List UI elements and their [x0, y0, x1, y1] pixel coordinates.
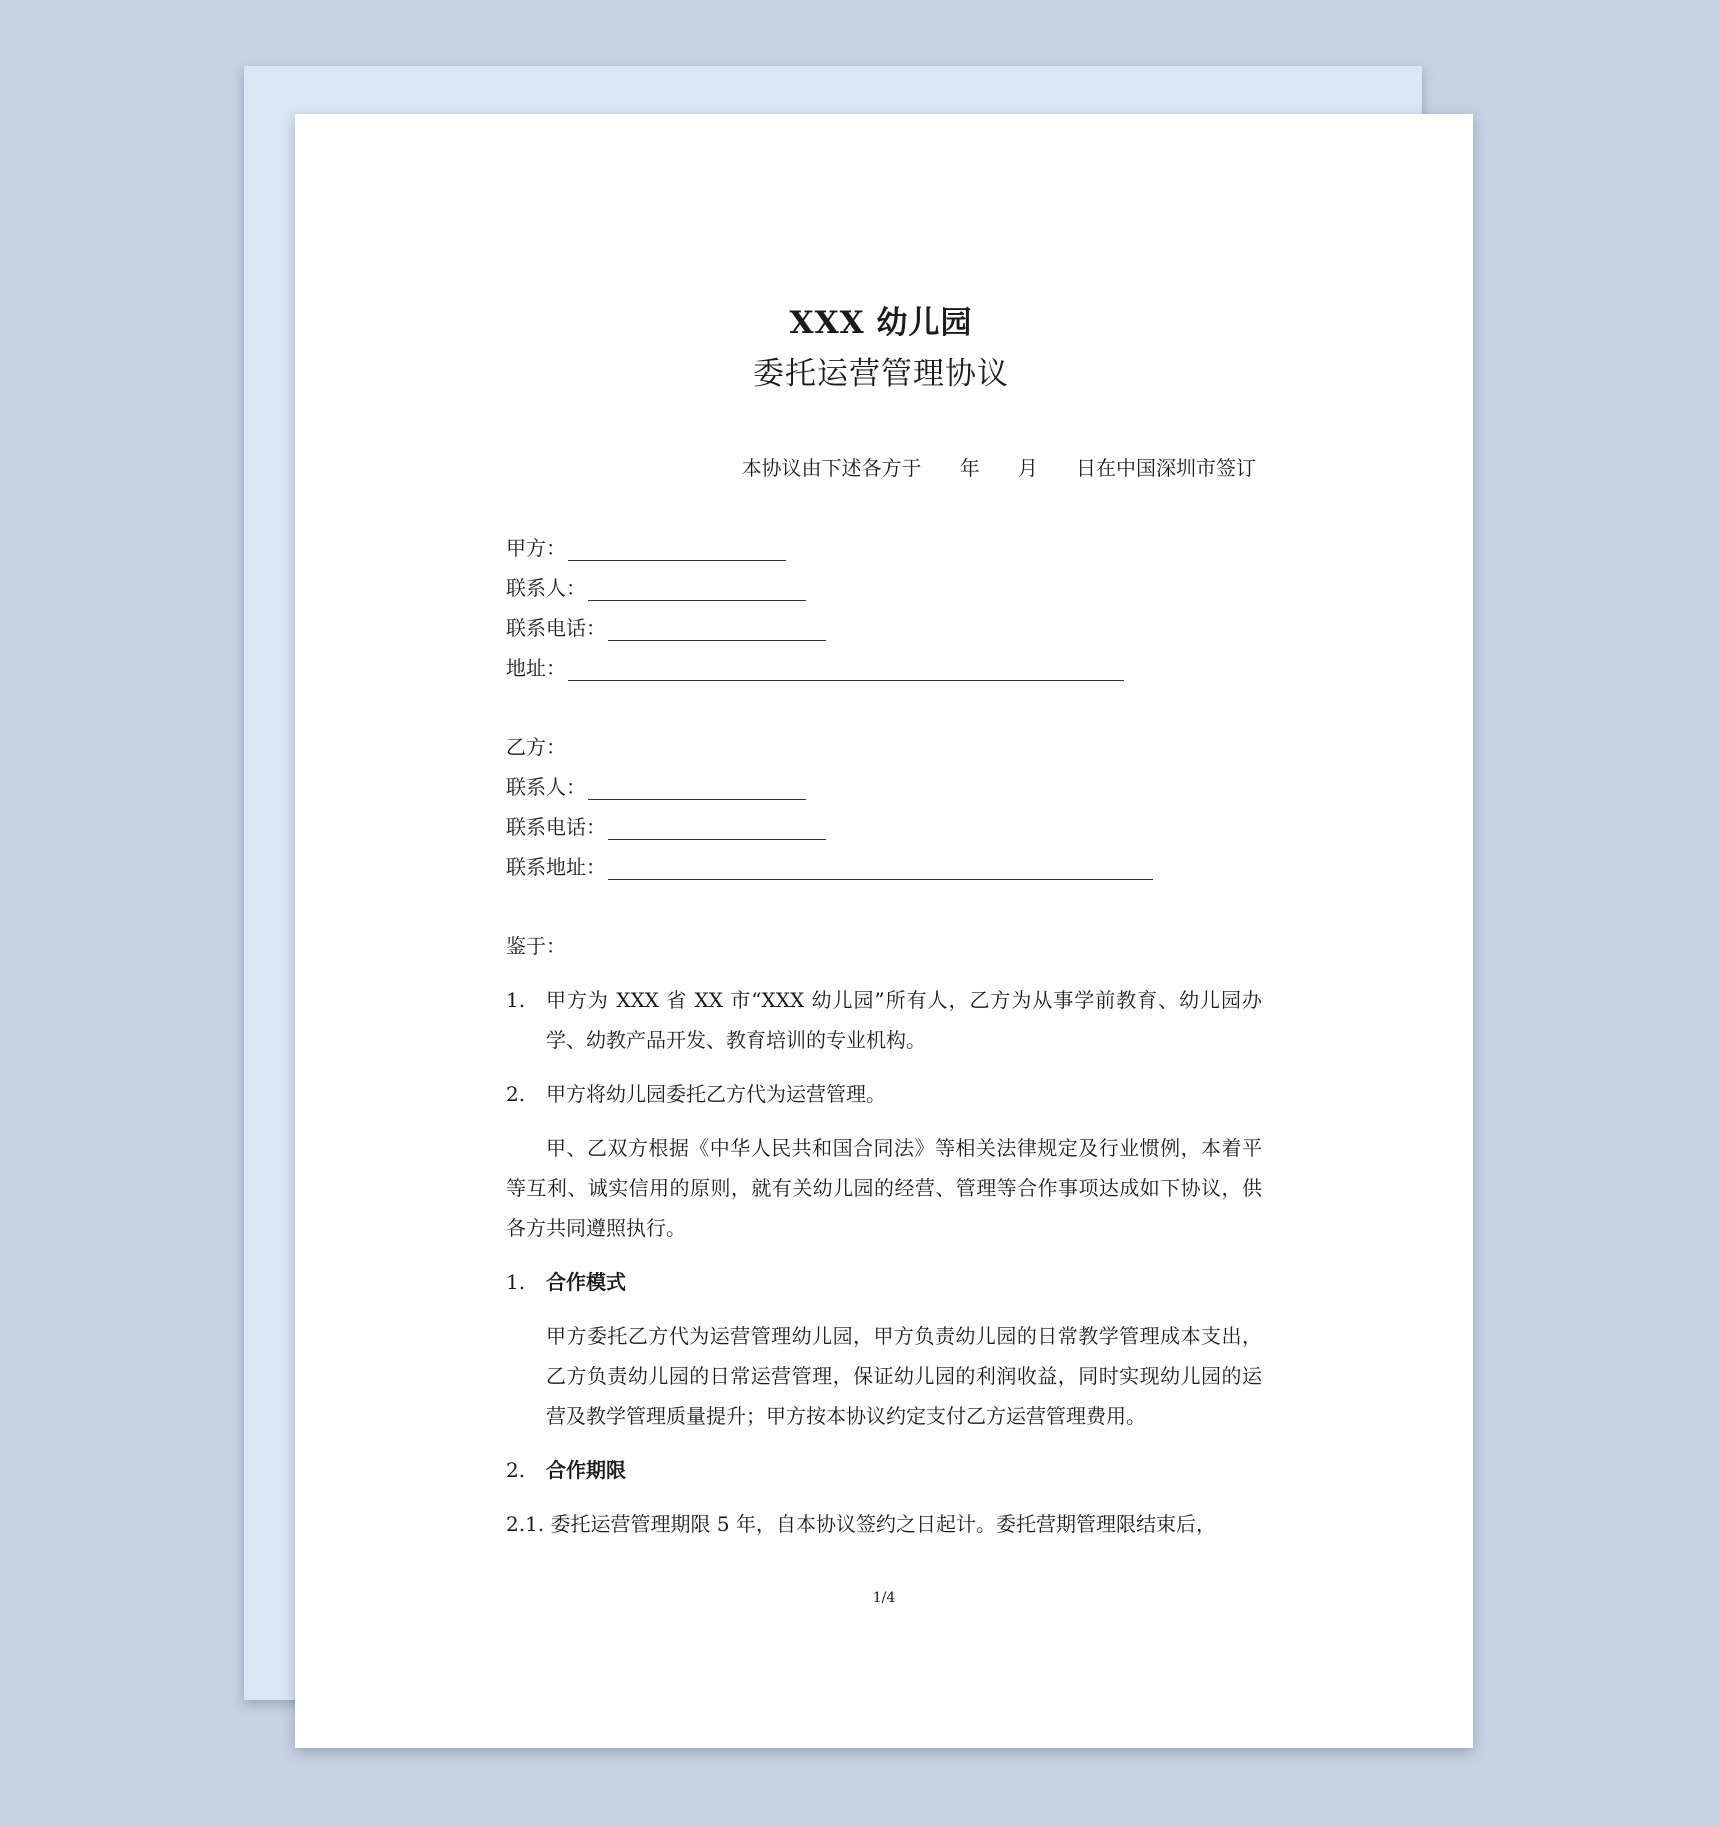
party-a-field — [506, 532, 786, 561]
party-a-address-field — [506, 652, 1124, 681]
section-number: 1. — [506, 1270, 526, 1294]
party-a-blank — [568, 542, 786, 561]
party-a-address-blank — [568, 662, 1124, 681]
party-b-phone-blank — [608, 821, 826, 840]
party-b-contact-label: 联系人： — [506, 775, 586, 799]
document-title-line2: 委托运营管理协议 — [753, 356, 1009, 392]
party-a-contact-label: 联系人： — [506, 576, 586, 600]
party-b-field — [506, 731, 566, 760]
section-heading: 合作模式 — [546, 1270, 626, 1294]
document-page — [295, 114, 1473, 1748]
party-b-phone-label: 联系电话： — [506, 815, 606, 839]
whereas-label: 鉴于： — [506, 934, 566, 958]
preamble-paragraph: 甲、乙双方根据《中华人民共和国合同法》等相关法律规定及行业惯例，本着平等互利、诚实信用的原则，就有关幼儿园的经营、管理等合作事项达成如下协议，供各方共同遵照执行。 — [506, 1136, 1262, 1240]
signing-statement: 本协议由下述各方于 年 月 日在中国深圳市签订 — [741, 456, 1256, 480]
party-a-contact-blank — [588, 582, 806, 601]
party-a-address-label: 地址： — [506, 656, 566, 680]
section-body: 甲方委托乙方代为运营管理幼儿园，甲方负责幼儿园的日常教学管理成本支出，乙方负责幼儿园的日常运营管理，保证幼儿园的利润收益，同时实现幼儿园的运营及教学管理质量提升；甲方按本协议约定支付乙方运营管理费用。 — [546, 1324, 1262, 1428]
party-a-phone-field — [506, 612, 826, 641]
whereas-item-text: 甲方将幼儿园委托乙方代为运营管理。 — [546, 1082, 886, 1106]
section-heading: 合作期限 — [546, 1458, 626, 1482]
party-a-phone-label: 联系电话： — [506, 616, 606, 640]
document-title-line1: XXX 幼儿园 — [789, 305, 973, 341]
party-b-contact-blank — [588, 781, 806, 800]
whereas-item-text: 甲方为 XXX 省 XX 市“XXX 幼儿园”所有人，乙方为从事学前教育、幼儿园办学、幼教产品开发、教育培训的专业机构。 — [546, 988, 1262, 1052]
party-b-contact-field — [506, 771, 806, 800]
party-b-label: 乙方： — [506, 735, 566, 759]
whereas-item-number: 2. — [506, 1082, 526, 1106]
page-number: 1/4 — [872, 1590, 896, 1606]
section-number: 2. — [506, 1458, 526, 1482]
party-b-address-field — [506, 851, 1153, 880]
party-a-label: 甲方： — [506, 536, 566, 560]
party-b-phone-field — [506, 811, 826, 840]
party-b-address-label: 联系地址： — [506, 855, 606, 879]
section-body: 2.1. 委托运营管理期限 5 年，自本协议签约之日起计。委托营期管理限结束后， — [506, 1512, 1216, 1536]
whereas-item-number: 1. — [506, 988, 526, 1012]
party-a-phone-blank — [608, 622, 826, 641]
party-b-address-blank — [608, 861, 1153, 880]
party-a-contact-field — [506, 572, 806, 601]
